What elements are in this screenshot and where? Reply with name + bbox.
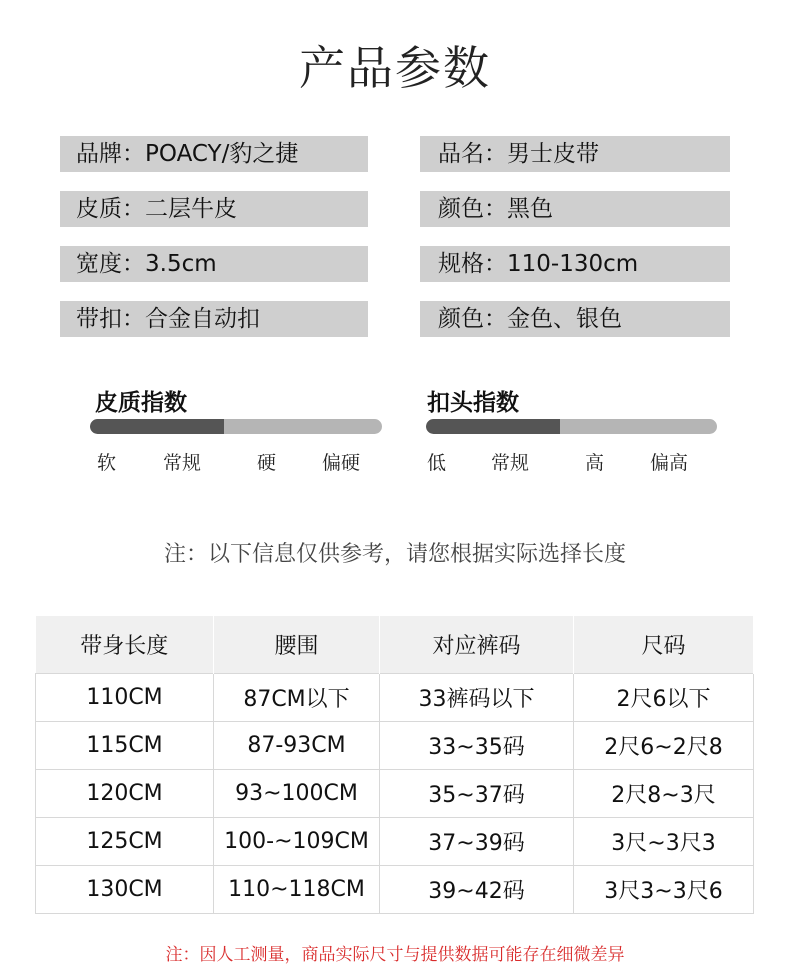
buckle-index-fill	[426, 419, 560, 434]
cell-waist: 93~100CM	[214, 770, 380, 818]
header-size: 尺码	[574, 616, 754, 674]
header-pants-size: 对应裤码	[380, 616, 574, 674]
spec-product-name: 品名：男士皮带	[420, 136, 730, 172]
cell-belt-length: 120CM	[36, 770, 214, 818]
buckle-tick-high: 高	[585, 452, 605, 474]
buckle-index-bar	[426, 419, 717, 434]
buckle-tick-higher: 偏高	[650, 452, 689, 474]
cell-belt-length: 115CM	[36, 722, 214, 770]
spec-width: 宽度：3.5cm	[60, 246, 368, 282]
table-row	[36, 866, 754, 914]
leather-tick-soft: 软	[97, 452, 117, 474]
cell-size: 2尺6以下	[574, 674, 754, 722]
cell-waist: 87CM以下	[214, 674, 380, 722]
reference-note: 注：以下信息仅供参考，请您根据实际选择长度	[163, 542, 626, 567]
measurement-disclaimer: 注：因人工测量，商品实际尺寸与提供数据可能存在细微差异	[165, 945, 625, 965]
header-belt-length: 带身长度	[36, 616, 214, 674]
buckle-tick-normal: 常规	[491, 452, 530, 474]
cell-pants-size: 35~37码	[380, 770, 574, 818]
cell-pants-size: 33~35码	[380, 722, 574, 770]
cell-pants-size: 39~42码	[380, 866, 574, 914]
leather-tick-hard: 硬	[257, 452, 277, 474]
table-row	[36, 770, 754, 818]
size-table	[35, 616, 754, 914]
page-title: 产品参数	[299, 41, 491, 95]
buckle-tick-low: 低	[427, 452, 447, 474]
cell-waist: 110~118CM	[214, 866, 380, 914]
spec-buckle: 带扣：合金自动扣	[60, 301, 368, 337]
spec-leather: 皮质：二层牛皮	[60, 191, 368, 227]
cell-pants-size: 37~39码	[380, 818, 574, 866]
cell-belt-length: 125CM	[36, 818, 214, 866]
cell-size: 3尺~3尺3	[574, 818, 754, 866]
header-waist: 腰围	[214, 616, 380, 674]
spec-brand: 品牌：POACY/豹之捷	[60, 136, 368, 172]
table-row	[36, 818, 754, 866]
buckle-index-title: 扣头指数	[427, 390, 519, 416]
cell-belt-length: 110CM	[36, 674, 214, 722]
spec-color: 颜色：黑色	[420, 191, 730, 227]
leather-tick-harder: 偏硬	[322, 452, 361, 474]
cell-belt-length: 130CM	[36, 866, 214, 914]
cell-waist: 87-93CM	[214, 722, 380, 770]
table-row	[36, 722, 754, 770]
cell-size: 2尺6~2尺8	[574, 722, 754, 770]
leather-index-bar	[90, 419, 382, 434]
cell-pants-size: 33裤码以下	[380, 674, 574, 722]
cell-waist: 100-~109CM	[214, 818, 380, 866]
leather-tick-normal: 常规	[163, 452, 202, 474]
spec-size-range: 规格：110-130cm	[420, 246, 730, 282]
cell-size: 3尺3~3尺6	[574, 866, 754, 914]
leather-index-fill	[90, 419, 224, 434]
leather-index-title: 皮质指数	[95, 390, 187, 416]
cell-size: 2尺8~3尺	[574, 770, 754, 818]
table-row	[36, 674, 754, 722]
spec-buckle-color: 颜色：金色、银色	[420, 301, 730, 337]
table-header-row	[36, 616, 754, 674]
